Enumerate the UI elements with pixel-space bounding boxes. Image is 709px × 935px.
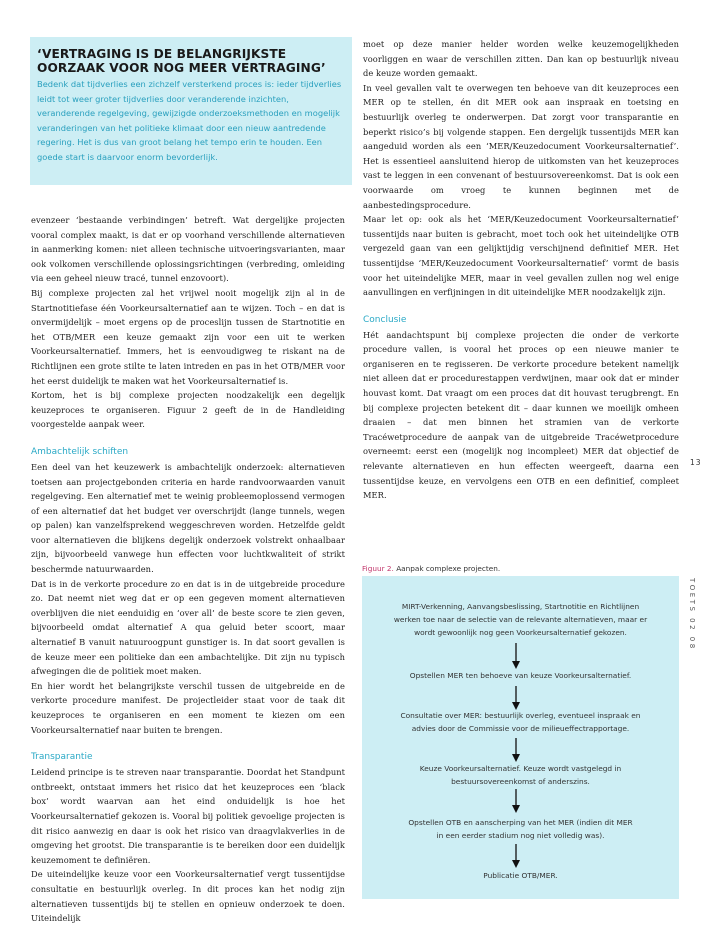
flow-arrow-icon [512,686,520,710]
page-number: 13 [690,458,702,467]
flow-step-4: Keuze Voorkeursalternatief. Keuze wordt vastgelegd in bestuursovereenkomst of anderszins. [419,764,622,786]
paragraph: De uiteindelijke keuze voor een Voorkeursalternatief vergt tussentijdse consultatie en bestuurlijk overleg. In dit proces kan het nodig zijn alternatieven tussentijds bij te stellen en opnieuw onderzoek te doen. Uiteindelijk [31,869,345,924]
flow-step-1: MIRT-Verkenning, Aanvangsbeslissing, Startnotitie en Richtlijnen werken toe naar de selectie van de relevante alternatieven, maar er wordt gewoonlijk nog geen Voorkeursalternatief gekozen. [393,602,648,637]
paragraph: Leidend principe is te streven naar transparantie. Doordat het Standpunt ontbreekt, ontstaat immers het risico dat het keuzeproces een ‘black box’ wordt waarvan aan het eind onduidelijk is hoe het Voorkeursalternatief gekozen is. Vooral bij politiek gevoelige projecten is dit risico aanwezig en daar is ook het risico van draagvlakverlies in de omgeving het grootst. Die transparantie is te bereiken door een duidelijk keuzemoment te definiëren. [31,767,345,865]
flowchart-figure [362,576,679,899]
right-column [363,37,679,503]
flow-step-5: Opstellen OTB en aanscherping van het MER (indien dit MER in een eerder stadium nog niet volledig was). [408,818,633,840]
flow-step-6: Publicatie OTB/MER. [483,871,558,880]
paragraph: moet op deze manier helder worden welke keuzemogelijkheden voorliggen en waar de verschillen zitten. Dan kan op bestuurlijk niveau de keuze worden gemaakt. [363,39,679,79]
figure-caption-text: Aanpak complexe projecten. [396,564,501,573]
flow-step-3: Consultatie over MER: bestuurlijk overleg, eventueel inspraak en advies door de Commissie voor de milieueffectrapportage. [400,711,641,733]
section-heading-conclusie: Conclusie [363,314,407,325]
figure-label: Figuur 2. [362,564,394,573]
pull-quote-title: ‘VERTRAGING IS DE BELANGRIJKSTE OORZAAK VOOR NOG MEER VERTRAGING’ [37,47,326,75]
paragraph: Een deel van het keuzewerk is ambachtelijk onderzoek: alternatieven toetsen aan projectgebonden criteria en harde randvoorwaarden vanuit regelgeving. Een alternatief met te weinig probleemoplossend vermogen of een alternatief dat het budget ver overschrijdt (lange tunnels, wegen op palen) kan vanzelfsprekend weggeschreven worden. Hetzelfde geldt voor alternatieven die blijkens degelijk onderzoek volstrekt onhaalbaar zijn, bijvoorbeeld vanwege hun effecten voor luchtkwaliteit of strikt beschermde natuurwaarden. [31,461,345,575]
paragraph: Kortom, het is bij complexe projecten noodzakelijk een degelijk keuzeproces te organiseren. Figuur 2 geeft de in de Handleiding voorgestelde aanpak weer. [31,390,345,430]
paragraph: En hier wordt het belangrijkste verschil tussen de uitgebreide en de verkorte procedure manifest. De projectleider staat voor de taak dit keuzeproces te organiseren en een moment te kiezen om een Voorkeursalternatief naar buiten te brengen. [31,680,345,735]
paragraph: evenzeer ‘bestaande verbindingen’ betreft. Wat dergelijke projecten vooral complex maakt, is dat er op voorhand verschillende alternatieven in aanmerking komen: niet alleen technische uitvoeringsvarianten, maar ook volkomen verschillende oplossingsrichtingen (verbreding, omleiding via een geheel nieuw tracé, tunnel enzovoort). [31,215,345,284]
paragraph: Bij complexe projecten zal het vrijwel nooit mogelijk zijn al in de Startnotitiefase één Voorkeursalternatief aan te wijzen. Toch – en dat is onvermijdelijk – moet ergens op de proceslijn tussen de Startnotitie en het OTB/MER een keuze gemaakt zijn voor een uit te werken Voorkeursalternatief. Immers, het is eenvoudigweg te riskant na de Richtlijnen een grote stilte te laten intreden en pas in het OTB/MER voor het eerst duidelijk te maken wat het Voorkeursalternatief is. [31,287,345,386]
flow-arrow-icon [512,844,520,868]
flow-arrow-icon [512,789,520,813]
paragraph: Maar let op: ook als het ‘MER/Keuzedocument Voorkeursalternatief’ tussentijds naar buiten is gebracht, moet toch ook het uiteindelijke OTB vergezeld gaan van een gelijktijdig verschijnend definitief MER. Het tussentijdse ‘MER/Keuzedocument Voorkeursalternatief’ vormt de basis voor het uiteindelijke MER, maar in veel gevallen zullen nog wel enige aanvullingen en verfijningen in dit uiteindelijke MER noodzakelijk zijn. [363,214,679,298]
flow-arrow-icon [512,643,520,669]
pull-quote-text: Bedenk dat tijdverlies een zichzelf versterkend proces is: ieder tijdverlies leidt tot weer groter tijdverlies door veranderende inzichten, veranderende regelgeving, gewijzigde onderzoeksmethoden en mogelijk veranderingen van het politieke klimaat door een nieuw aantredende regering. Het is dus van groot belang het tempo erin te houden. Een goede start is daarvoor enorm bevorderlijk. [37,79,342,162]
paragraph: In veel gevallen valt te overwegen ten behoeve van dit keuzeproces een MER op te stellen, én dit MER ook aan inspraak en toetsing en bestuurlijk overleg te onderwerpen. Dat zorgt voor transparantie en beperkt risico’s bij volgende stappen. Een dergelijk tussentijds MER kan aangeduid worden als een ‘MER/Keuzedocument Voorkeursalternatief’. Het is essentieel aansluitend hierop de uitkomsten van het keuzeproces vast te leggen in een convenant of bestuursovereenkomst. Dat is ook een voorwaarde om vroeg te kunnen beginnen met de aanbestedingsprocedure. [363,82,679,210]
paragraph: Dat is in de verkorte procedure zo en dat is in de uitgebreide procedure zo. Dat neemt niet weg dat er op een gegeven moment alternatieven overblijven die niet eenduidig en ‘over all’ de beste score te zien geven, bijvoorbeeld omdat alternatief A qua geluid beter scoort, maar alternatief B vanuit natuuroogpunt gunstiger is. In dat soort gevallen is de keuze meer een politieke dan een ambachtelijke. Dit zijn nu typisch afwegingen die de politiek moet maken. [31,578,345,677]
paragraph: Hét aandachtspunt bij complexe projecten die onder de verkorte procedure vallen, is vooral het proces op een nieuwe manier te organiseren en te regisseren. De verkorte procedure betekent namelijk niet alleen dat er procedurestappen verdwijnen, maar ook dat er minder houvast komt. Dat vraagt om een proces dat dit houvast terugbrengt. En bij complexe projecten betekent dit – daar kunnen we moeilijk omheen draaien – dat men binnen het stramien van de verkorte Tracéwetprocedure de aanpak van de uitgebreide Tracéwetprocedure overneemt: eerst een (mogelijk nog incompleet) MER dat objectief de relevante alternatieven en hun effecten weergeeft, daarna een tussentijdse keuze, en vervolgens een OTB en een definitief, compleet MER. [363,329,679,501]
flow-arrow-icon [512,738,520,762]
left-column [31,213,345,926]
flow-step-2: Opstellen MER ten behoeve van keuze Voorkeursalternatief. [409,671,632,680]
figure-caption [362,564,500,573]
section-heading-ambachtelijk: Ambachtelijk schiften [31,446,129,457]
journal-issue-label: TOETS 02 08 [688,578,696,651]
pull-quote-box [30,37,352,185]
section-heading-transparantie: Transparantie [31,752,93,763]
